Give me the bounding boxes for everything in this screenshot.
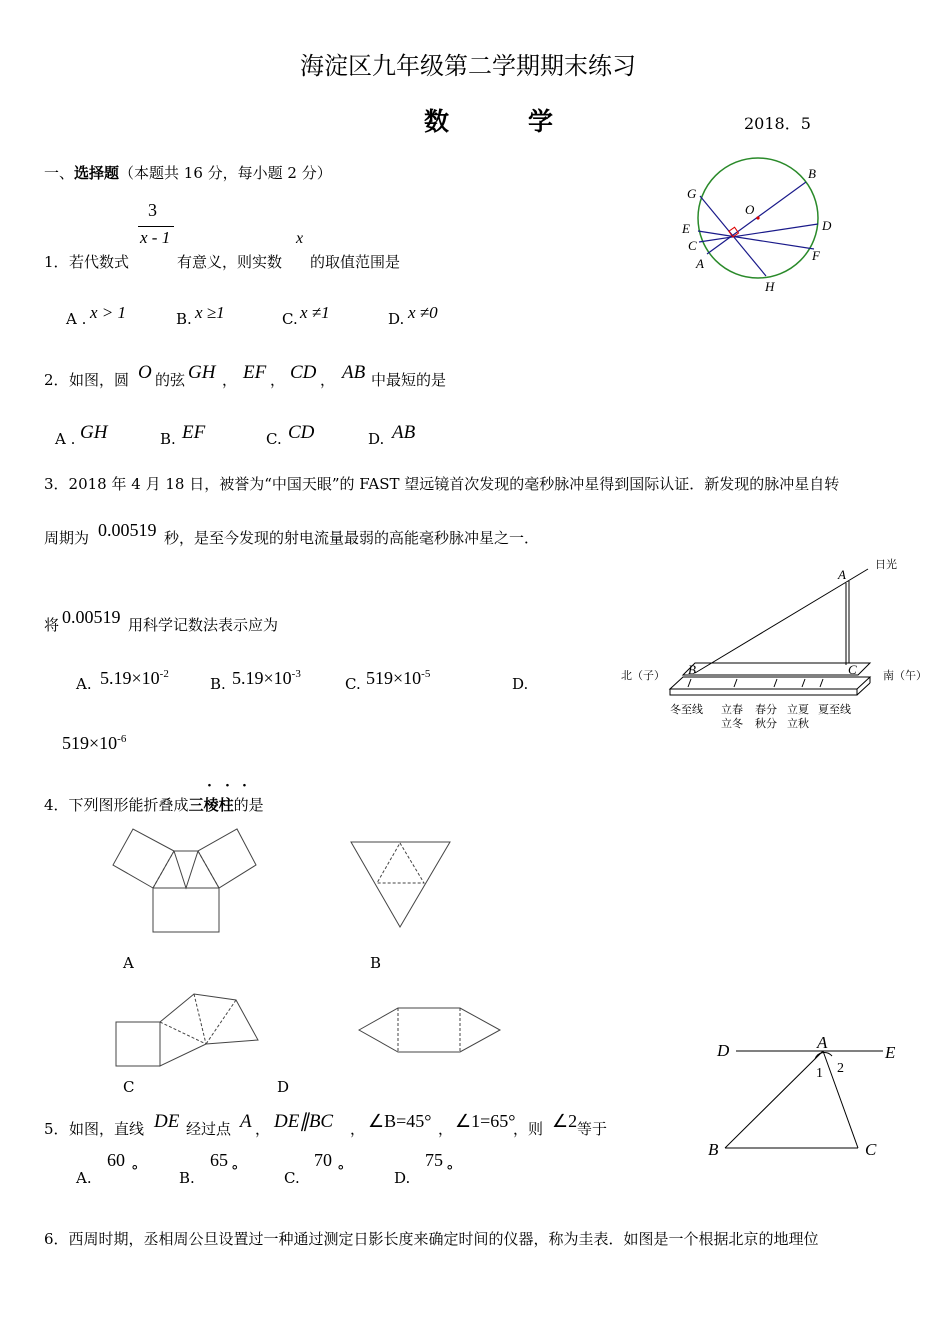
q3-option-a-label: A. — [76, 675, 92, 693]
exam-title: 海淀区九年级第二学期期末练习 — [300, 52, 636, 80]
sundial-label-a: A — [838, 567, 846, 582]
label-d: D — [822, 218, 832, 233]
q4-emphasis: 三棱柱 — [188, 796, 234, 814]
q5-option-b: 65 — [210, 1150, 228, 1170]
q2-sep-2: ， — [270, 371, 286, 389]
q2-option-d: AB — [392, 422, 416, 443]
sundial-figure — [615, 555, 940, 735]
q1-option-a-label: A . — [66, 310, 87, 328]
chunfen-label: 春分 — [755, 704, 777, 716]
net-a-figure — [110, 825, 260, 937]
label-e: E — [682, 221, 690, 236]
q5-option-c: 70 — [314, 1150, 332, 1170]
q5-number: 5． — [44, 1120, 69, 1138]
q5-option-d-label: D. — [394, 1169, 411, 1187]
ruler-top — [670, 677, 870, 689]
q2-sep-3: ， — [320, 371, 336, 389]
q5-comma: ， — [255, 1120, 271, 1138]
q1-text-1: 若代数式 — [69, 253, 130, 271]
exam-date: 2018．5 — [744, 114, 811, 133]
q2-chord-ab: AB — [342, 362, 366, 383]
q5-option-d-unit: ° — [446, 1162, 454, 1180]
section-heading: 一、选择题（本题共 16 分，每小题 2 分） — [44, 164, 332, 182]
q4-stem: 4．下列图形能折叠成三棱柱的是 — [44, 796, 264, 814]
net-b-label: B — [370, 954, 382, 972]
net-b-figure — [348, 838, 454, 932]
sunlight-label: 日光 — [875, 559, 897, 571]
q1-fraction-numerator: 3 — [148, 200, 157, 220]
q3-option-b: $5.19\times 10^{-3}$ — [232, 668, 301, 688]
q5-option-c-label: C. — [284, 1169, 300, 1187]
lidong-label: 立冬 — [721, 718, 743, 730]
q3-option-c: $519\times 10^{-5}$ — [366, 668, 431, 688]
emphasis-dot: · — [207, 778, 212, 794]
label-f: F — [812, 248, 820, 263]
label-g: G — [687, 186, 697, 201]
q2-number: 2． — [44, 371, 69, 389]
net-c-figure — [112, 990, 262, 1070]
q3-option-d-label: D. — [512, 675, 529, 693]
subject-math-2: 学 — [528, 107, 554, 136]
q5-text-3: ，则 — [513, 1120, 544, 1138]
q6-line-1: 6．西周时期，丞相周公旦设置过一种通过测定日影长度来确定时间的仪器，称为圭表．如图是一个根据北京的地理位 — [44, 1230, 819, 1248]
qiufen-label: 秋分 — [755, 718, 777, 730]
chord-cd — [699, 224, 818, 242]
emphasis-dot: · — [242, 778, 247, 794]
net-d-label: D — [277, 1078, 290, 1096]
liqiu-label: 立秋 — [787, 718, 809, 730]
q3-option-c-label: C. — [345, 675, 361, 693]
q2-sep-1: ， — [222, 371, 238, 389]
q5-text-2: 经过点 — [186, 1120, 232, 1138]
q1-option-c-label: C. — [282, 310, 298, 328]
q1-option-a: x > 1 — [90, 303, 127, 322]
q3-line-3-b: 用科学记数法表示应为 — [128, 616, 279, 634]
q5-parallel: DE∥BC — [274, 1111, 334, 1132]
q3-line-3-a: 将 — [44, 616, 60, 634]
fig-label-e: E — [885, 1043, 896, 1062]
parallel-triangle-figure — [705, 1030, 905, 1165]
q3-line-2-a: 周期为 — [44, 529, 90, 547]
q5-option-d: 75 — [425, 1150, 443, 1170]
fig-label-a: A — [817, 1033, 828, 1052]
q5-option-a: 60 — [107, 1150, 125, 1170]
q5-point-a: A — [240, 1111, 252, 1132]
q2-option-c: CD — [288, 422, 315, 443]
q2-option-b-label: B. — [160, 430, 176, 448]
q5-option-b-unit: ° — [231, 1162, 239, 1180]
q5-text-1: 如图，直线 — [69, 1120, 145, 1138]
q3-option-d: $519\times 10^{-6}$ — [62, 733, 127, 753]
q2-option-a-label: A . — [55, 430, 76, 448]
ruler-front — [670, 689, 857, 695]
q2-text-3: 中最短的是 — [371, 371, 447, 389]
q1-option-b-label: B. — [176, 310, 192, 328]
q3-option-b-label: B. — [210, 675, 226, 693]
q3-value: 0.00519 — [98, 520, 157, 540]
lichun-label: 立春 — [721, 704, 743, 716]
q5-comma-3: ， — [438, 1120, 454, 1138]
circle-chords-figure — [670, 150, 850, 300]
north-label: 北（子） — [621, 670, 665, 682]
q2-chord-gh: GH — [188, 362, 216, 383]
q3-option-a: $5.19\times 10^{-2}$ — [100, 668, 169, 688]
board-top — [683, 663, 870, 675]
label-c: C — [688, 238, 697, 253]
net-c-label: C — [123, 1078, 135, 1096]
q2-circle-o: O — [138, 362, 152, 383]
center-point — [756, 216, 759, 219]
q5-angle-1: ∠1=65° — [455, 1111, 516, 1131]
q5-angle-2: ∠2 — [552, 1111, 578, 1131]
net-d-figure — [356, 1004, 504, 1058]
q5-option-a-label: A. — [76, 1169, 92, 1187]
segment-ab — [725, 1051, 823, 1148]
label-a: A — [696, 256, 704, 271]
winter-solstice-label: 冬至线 — [670, 704, 703, 716]
q1-fraction-denominator: x - 1 — [140, 228, 171, 247]
q1-fraction-bar — [138, 226, 174, 227]
q1-text-2: 有意义，则实数 — [177, 253, 283, 271]
fig-label-1: 1 — [816, 1066, 823, 1081]
q1-option-d: x ≠0 — [408, 303, 438, 322]
q5-text-4: 等于 — [577, 1120, 608, 1138]
q5-comma-2: ， — [350, 1120, 366, 1138]
label-h: H — [765, 279, 775, 294]
q2-chord-ef: EF — [243, 362, 267, 383]
q2-option-b: EF — [182, 422, 206, 443]
q1-option-d-label: D. — [388, 310, 405, 328]
q5-option-a-unit: ° — [131, 1162, 139, 1180]
q3-line-2-b: 秒，是至今发现的射电流量最弱的高能毫秒脉冲星之一． — [164, 529, 540, 547]
emphasis-dot: · — [225, 778, 230, 794]
q2-text-1: 如图，圆 — [69, 371, 130, 389]
q2-option-a: GH — [80, 422, 108, 443]
sunlight-ray — [695, 569, 868, 673]
q3-value-2: 0.00519 — [62, 607, 121, 627]
ruler-side — [857, 683, 870, 695]
fig-label-c: C — [865, 1140, 877, 1159]
q1-variable-x: x — [296, 230, 304, 247]
q1-text-3: 的取值范围是 — [310, 253, 401, 271]
q5-line-de: DE — [154, 1111, 180, 1132]
lixia-label: 立夏 — [787, 704, 809, 716]
sundial-label-b: B — [688, 662, 696, 677]
q2-text-2: 的弦 — [155, 371, 186, 389]
q2-chord-cd: CD — [290, 362, 317, 383]
q1-option-b: x ≥1 — [195, 303, 225, 322]
q5-angle-b: ∠B=45° — [368, 1111, 432, 1131]
q5-option-c-unit: ° — [337, 1162, 345, 1180]
fig-label-2: 2 — [837, 1061, 844, 1076]
q3-line-1: 3．2018 年 4 月 18 日，被誉为“中国天眼”的 FAST 望远镜首次发现的毫秒脉冲星得到国际认证．新发现的脉冲星自转 — [44, 475, 840, 493]
label-o: O — [745, 202, 755, 217]
q2-option-d-label: D. — [368, 430, 385, 448]
label-b: B — [808, 166, 816, 181]
subject-math: 数 — [424, 107, 452, 136]
fig-label-d: D — [717, 1041, 730, 1060]
summer-solstice-label: 夏至线 — [818, 704, 851, 716]
q1-number: 1． — [44, 253, 69, 271]
sundial-label-c: C — [848, 662, 857, 677]
q1-option-c: x ≠1 — [300, 303, 330, 322]
solar-term-ticks — [688, 679, 823, 687]
south-label: 南（午） — [883, 670, 927, 682]
q2-option-c-label: C. — [266, 430, 282, 448]
fig-label-b: B — [708, 1140, 719, 1159]
net-a-label: A — [123, 954, 134, 972]
q5-option-b-label: B. — [179, 1169, 195, 1187]
